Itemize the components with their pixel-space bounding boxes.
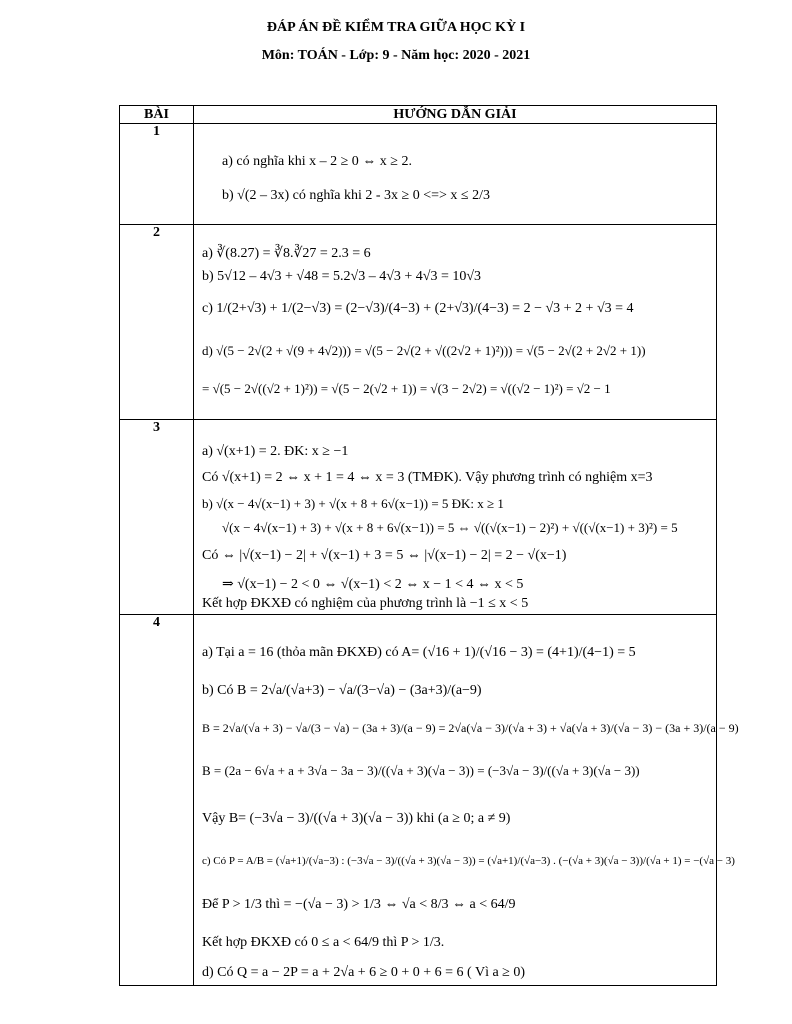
row-number: 3 [120, 420, 194, 615]
line: = √(5 − 2√((√2 + 1)²)) = √(5 − 2(√2 + 1)) = √(3 − 2√2) = √((√2 − 1)²) = √2 − 1 [202, 381, 611, 396]
line: b) 5√12 – 4√3 + √48 = 5.2√3 – 4√3 + 4√3 = 10√3 [202, 269, 482, 284]
line: b) √(x − 4√(x−1) + 3) + √(x + 8 + 6√(x−1)) = 5 ĐK: x ≥ 1 [202, 496, 504, 511]
table-row [120, 420, 717, 615]
row-number: 2 [120, 225, 194, 420]
line: d) √(5 − 2√(2 + √(9 + 4√2))) = √(5 − 2√(2 + √((2√2 + 1)²))) = √(5 − 2√(2 + 2√2 + 1)) [202, 343, 646, 358]
line: b) Có B = 2√a/(√a+3) − √a/(3−√a) − (3a+3)/(a−9) [202, 683, 482, 698]
table-header-row [120, 106, 717, 124]
line: Để P > 1/3 thì = −(√a − 3) > 1/3 ⇔ √a < 8/3 ⇔ a < 64/9 [202, 897, 516, 912]
row-number: 4 [120, 615, 194, 986]
line: b) √(2 – 3x) có nghĩa khi 2 - 3x ≥ 0 <=> x ≤ 2/3 [222, 188, 490, 203]
line: a) √(x+1) = 2. ĐK: x ≥ −1 [202, 444, 349, 459]
line: a) ∛(8.27) = ∛8.∛27 = 2.3 = 6 [202, 246, 371, 261]
table-row [120, 225, 717, 420]
line: √(x − 4√(x−1) + 3) + √(x + 8 + 6√(x−1)) = 5 ⇔ √((√(x−1) − 2)²) + √((√(x−1) + 3)²) = 5 [222, 520, 678, 535]
line: Có ⇔ |√(x−1) − 2| + √(x−1) + 3 = 5 ⇔ |√(x−1) − 2| = 2 − √(x−1) [202, 548, 567, 563]
row-content [194, 124, 717, 225]
col-header-bai: BÀI [120, 106, 194, 124]
line: ⇒ √(x−1) − 2 < 0 ⇔ √(x−1) < 2 ⇔ x − 1 < 4 ⇔ x < 5 [222, 577, 524, 592]
line: a) Tại a = 16 (thỏa mãn ĐKXĐ) có A= (√16 + 1)/(√16 − 3) = (4+1)/(4−1) = 5 [202, 645, 636, 660]
line: a) có nghĩa khi x – 2 ≥ 0 ⇔ x ≥ 2. [222, 154, 412, 169]
page-title: ĐÁP ÁN ĐỀ KIỂM TRA GIỮA HỌC KỲ I [266, 20, 526, 35]
line: B = 2√a/(√a + 3) − √a/(3 − √a) − (3a + 3)/(a − 9) = 2√a(√a − 3)/(√a + 3) + √a(√a + 3)/(√a − 3) − (3a + 3)/(a − 9) [202, 721, 739, 735]
row-number: 1 [120, 124, 194, 225]
page-subtitle: Môn: TOÁN - Lớp: 9 - Năm học: 2020 - 2021 [261, 48, 531, 63]
table-row [120, 124, 717, 225]
line: Vậy B= (−3√a − 3)/((√a + 3)(√a − 3)) khi (a ≥ 0; a ≠ 9) [202, 811, 511, 826]
row-content [194, 420, 717, 615]
line: Có √(x+1) = 2 ⇔ x + 1 = 4 ⇔ x = 3 (TMĐK). Vậy phương trình có nghiệm x=3 [202, 470, 653, 485]
line: Kết hợp ĐKXĐ có nghiệm của phương trình là −1 ≤ x < 5 [202, 596, 529, 611]
row-content [194, 225, 717, 420]
line: c) Có P = A/B = (√a+1)/(√a−3) : (−3√a − 3)/((√a + 3)(√a − 3)) = (√a+1)/(√a−3) . (−(√a + 3)(√a − 3))/(√a + 1) = −(√a − 3) [202, 855, 735, 867]
solution-table [119, 105, 739, 986]
line: Kết hợp ĐKXĐ có 0 ≤ a < 64/9 thì P > 1/3. [202, 935, 445, 950]
line: c) 1/(2+√3) + 1/(2−√3) = (2−√3)/(4−3) + (2+√3)/(4−3) = 2 − √3 + 2 + √3 = 4 [202, 301, 634, 316]
row-content [194, 615, 739, 986]
table-row [120, 615, 717, 986]
col-header-huong-dan: HƯỚNG DẪN GIẢI [194, 106, 717, 124]
line: d) Có Q = a − 2P = a + 2√a + 6 ≥ 0 + 0 + 6 = 6 ( Vì a ≥ 0) [202, 965, 526, 980]
line: B = (2a − 6√a + a + 3√a − 3a − 3)/((√a + 3)(√a − 3)) = (−3√a − 3)/((√a + 3)(√a − 3)) [202, 763, 640, 778]
